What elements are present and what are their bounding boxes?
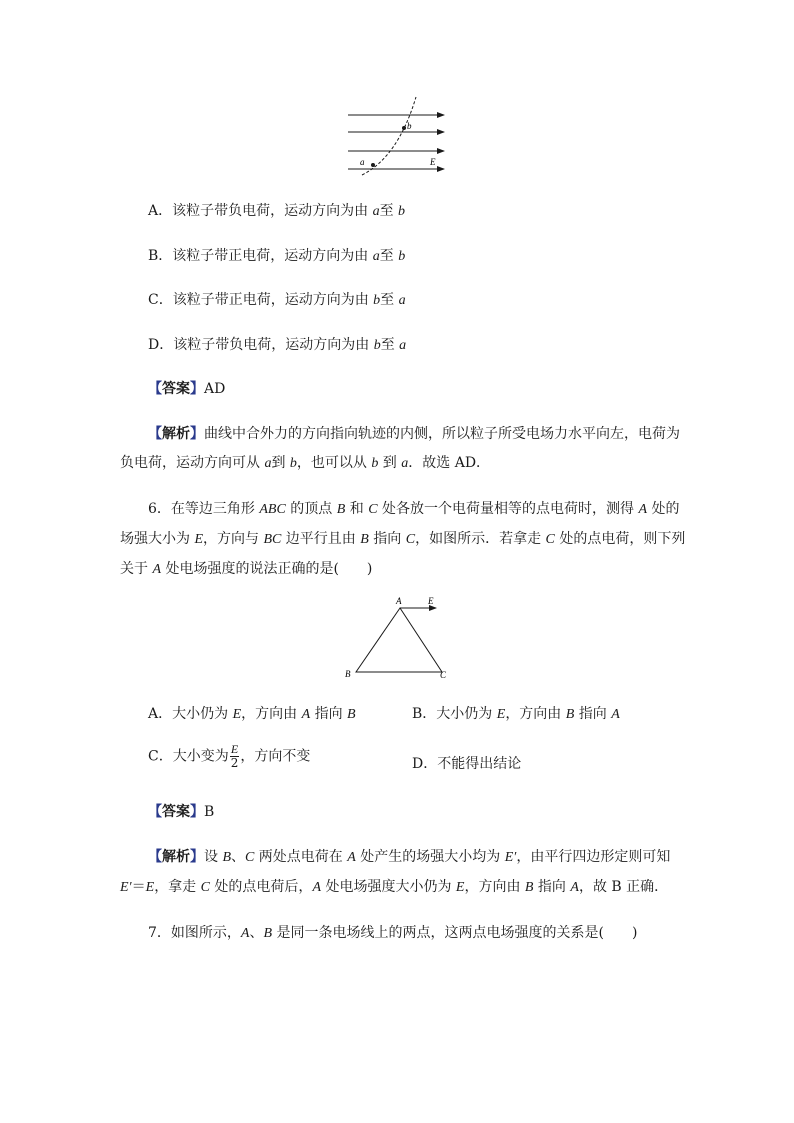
triangle-figure <box>340 592 460 684</box>
q6-option-a: A．大小仍为 E，方向由 A 指向 B <box>148 706 356 722</box>
label-b: b <box>407 121 412 131</box>
q6-option-c: C．大小变为 $\frac{E}{2}$ ，方向不变 <box>148 742 311 770</box>
q5-option-a: A．该粒子带负电荷，运动方向为由 a至 b <box>148 203 406 219</box>
q5-analysis-line1: 【解析】曲线中合外力的方向指向轨迹的内侧，所以粒子所受电场力水平向左，电荷为 <box>148 426 680 442</box>
q5-option-d: D．该粒子带负电荷，运动方向为由 b至 a <box>148 337 407 353</box>
point-a <box>371 163 375 167</box>
q6-option-b: B．大小仍为 E，方向由 B 指向 A <box>412 706 620 722</box>
trajectory-curve <box>362 97 416 175</box>
q5-answer: 【答案】AD <box>148 381 226 397</box>
triangle-abc <box>356 608 442 672</box>
q6-stem-line2: 场强大小为 E，方向与 BC 边平行且由 B 指向 C，如图所示．若拿走 C 处的点电荷，则下列 <box>120 531 686 547</box>
label-a: a <box>360 157 365 167</box>
q7-stem: 7．如图所示，A、B 是同一条电场线上的两点，这两点电场强度的关系是( ) <box>148 925 638 941</box>
q5-option-c: C．该粒子带正电荷，运动方向为由 b至 a <box>148 292 406 308</box>
vertex-B-label: B <box>345 669 351 679</box>
q6-analysis-line1: 【解析】设 B、C 两处点电荷在 A 处产生的场强大小均为 E′，由平行四边形定则可知 <box>148 849 671 865</box>
field-lines-figure <box>340 95 460 180</box>
point-b <box>402 126 406 130</box>
q5-analysis-line2: 负电荷，运动方向可从 a到 b，也可以从 b 到 a．故选 AD． <box>120 455 491 471</box>
q5-option-b: B．该粒子带正电荷，运动方向为由 a至 b <box>148 248 406 264</box>
q6-answer: 【答案】B <box>148 804 215 820</box>
q6-analysis-line2: E′＝E，拿走 C 处的点电荷后，A 处电场强度大小仍为 E，方向由 B 指向 A，故 B 正确． <box>120 879 669 895</box>
q6-stem-line1: 6．在等边三角形 ABC 的顶点 B 和 C 处各放一个电荷量相等的点电荷时，测得 A 处的 <box>148 501 680 517</box>
vertex-A-label: A <box>396 596 402 606</box>
vertex-C-label: C <box>440 670 447 680</box>
vector-E-label: E <box>428 596 434 606</box>
q6-option-d: D．不能得出结论 <box>412 756 522 772</box>
label-E: E <box>430 157 436 167</box>
fraction-e-over-2: $\frac{E}{2}$ <box>230 742 239 770</box>
q6-stem-line3: 关于 A 处电场强度的说法正确的是( ) <box>120 561 373 577</box>
